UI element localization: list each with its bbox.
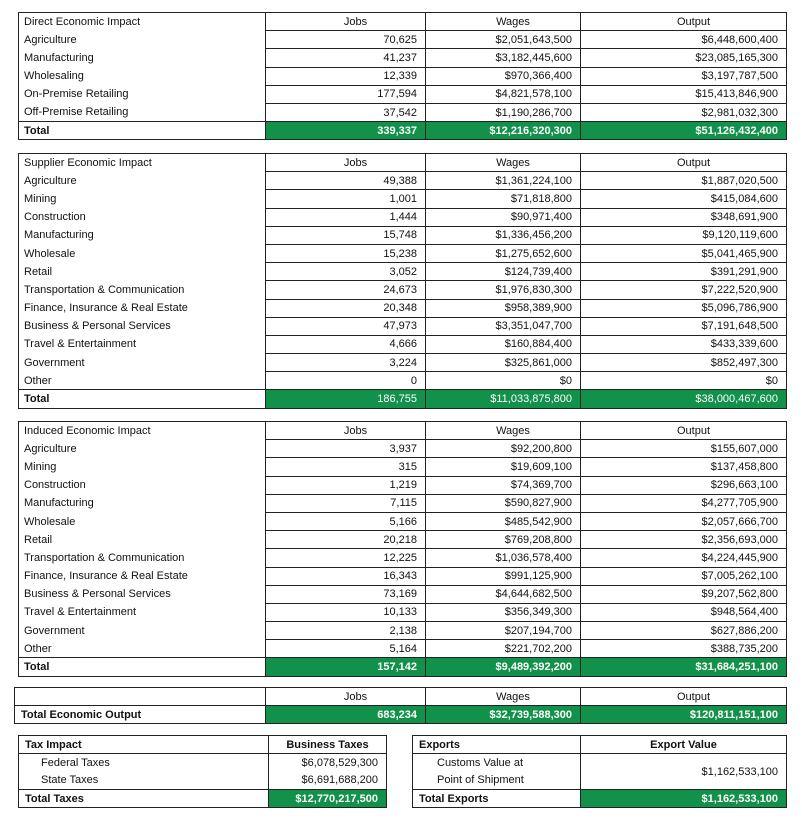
jobs-cell: 1,001: [266, 190, 426, 208]
supplier-total-row: [19, 390, 787, 408]
customs-value-amount: $1,162,533,100: [581, 754, 787, 790]
category-label: Government: [19, 622, 266, 640]
tax-impact-table: [18, 735, 387, 808]
jobs-cell: 20,218: [266, 531, 426, 549]
output-cell: $0: [581, 372, 787, 390]
jobs-cell: 7,115: [266, 494, 426, 512]
total-output: $38,000,467,600: [581, 390, 787, 408]
export-value-header: Export Value: [581, 736, 787, 754]
output-cell: $137,458,800: [581, 458, 787, 476]
wages-cell: $221,702,200: [426, 640, 581, 658]
exports-title: Exports: [413, 736, 581, 754]
col-header-output: Output: [581, 154, 787, 172]
output-cell: $627,886,200: [581, 622, 787, 640]
table-row: [19, 440, 787, 458]
table-row: [19, 281, 787, 299]
jobs-cell: 4,666: [266, 335, 426, 353]
direct-title: Direct Economic Impact: [19, 13, 266, 31]
output-cell: $2,981,032,300: [581, 103, 787, 121]
total-wages: $9,489,392,200: [426, 658, 581, 676]
wages-cell: $207,194,700: [426, 622, 581, 640]
table-row: [19, 354, 787, 372]
category-label: Wholesale: [19, 244, 266, 262]
output-cell: $852,497,300: [581, 354, 787, 372]
wages-cell: $160,884,400: [426, 335, 581, 353]
col-header-output: Output: [581, 13, 787, 31]
category-label: Manufacturing: [19, 494, 266, 512]
jobs-cell: 3,937: [266, 440, 426, 458]
output-cell: $7,005,262,100: [581, 567, 787, 585]
wages-cell: $1,036,578,400: [426, 549, 581, 567]
total-output-value: $120,811,151,100: [581, 706, 787, 724]
jobs-cell: 41,237: [266, 49, 426, 67]
category-label: Finance, Insurance & Real Estate: [19, 567, 266, 585]
output-cell: $23,085,165,300: [581, 49, 787, 67]
table-row: [19, 190, 787, 208]
induced-title: Induced Economic Impact: [19, 422, 266, 440]
jobs-cell: 24,673: [266, 281, 426, 299]
col-header-output: Output: [581, 422, 787, 440]
jobs-cell: 12,339: [266, 67, 426, 85]
jobs-cell: 49,388: [266, 172, 426, 190]
output-cell: $433,339,600: [581, 335, 787, 353]
federal-taxes-value: $6,078,529,300: [269, 754, 387, 772]
wages-cell: $590,827,900: [426, 494, 581, 512]
table-row: [19, 49, 787, 67]
output-cell: $7,191,648,500: [581, 317, 787, 335]
total-jobs: 339,337: [266, 122, 426, 140]
category-label: Agriculture: [19, 172, 266, 190]
wages-cell: $485,542,900: [426, 512, 581, 530]
output-cell: $15,413,846,900: [581, 85, 787, 103]
jobs-cell: 10,133: [266, 603, 426, 621]
table-row: [19, 603, 787, 621]
total-jobs: 186,755: [266, 390, 426, 408]
state-taxes-label: State Taxes: [19, 772, 269, 790]
category-label: Off-Premise Retailing: [19, 103, 266, 121]
jobs-cell: 177,594: [266, 85, 426, 103]
output-cell: $5,041,465,900: [581, 244, 787, 262]
output-cell: $2,356,693,000: [581, 531, 787, 549]
total-exports-value: $1,162,533,100: [581, 790, 787, 808]
wages-cell: $0: [426, 372, 581, 390]
table-row: [19, 549, 787, 567]
col-header-wages: Wages: [426, 154, 581, 172]
table-row: [19, 317, 787, 335]
wages-cell: $325,861,000: [426, 354, 581, 372]
wages-cell: $90,971,400: [426, 208, 581, 226]
category-label: Manufacturing: [19, 226, 266, 244]
table-row: [19, 640, 787, 658]
wages-cell: $1,336,456,200: [426, 226, 581, 244]
wages-cell: $991,125,900: [426, 567, 581, 585]
direct-total-row: [19, 122, 787, 140]
col-header-output: Output: [581, 688, 787, 706]
category-label: Travel & Entertainment: [19, 335, 266, 353]
total-label: Total: [19, 122, 266, 140]
category-label: Construction: [19, 476, 266, 494]
wages-cell: $769,208,800: [426, 531, 581, 549]
table-row: [19, 476, 787, 494]
wages-cell: $356,349,300: [426, 603, 581, 621]
jobs-cell: 5,166: [266, 512, 426, 530]
total-wages: $12,216,320,300: [426, 122, 581, 140]
col-header-jobs: Jobs: [266, 422, 426, 440]
wages-cell: $92,200,800: [426, 440, 581, 458]
jobs-cell: 12,225: [266, 549, 426, 567]
total-economic-output-label: Total Economic Output: [15, 706, 266, 724]
jobs-cell: 15,748: [266, 226, 426, 244]
category-label: Wholesaling: [19, 67, 266, 85]
jobs-cell: 1,219: [266, 476, 426, 494]
wages-cell: $19,609,100: [426, 458, 581, 476]
output-cell: $296,663,100: [581, 476, 787, 494]
table-row: [19, 567, 787, 585]
wages-cell: $4,821,578,100: [426, 85, 581, 103]
wages-cell: $1,190,286,700: [426, 103, 581, 121]
blank-cell: [15, 688, 266, 706]
col-header-wages: Wages: [426, 688, 581, 706]
wages-cell: $1,275,652,600: [426, 244, 581, 262]
wages-cell: $1,976,830,300: [426, 281, 581, 299]
jobs-cell: 3,224: [266, 354, 426, 372]
col-header-jobs: Jobs: [266, 154, 426, 172]
jobs-cell: 20,348: [266, 299, 426, 317]
category-label: Other: [19, 372, 266, 390]
direct-impact-table: [18, 12, 787, 140]
jobs-cell: 2,138: [266, 622, 426, 640]
jobs-cell: 315: [266, 458, 426, 476]
col-header-wages: Wages: [426, 422, 581, 440]
jobs-cell: 1,444: [266, 208, 426, 226]
wages-cell: $1,361,224,100: [426, 172, 581, 190]
output-cell: $9,120,119,600: [581, 226, 787, 244]
total-output: $51,126,432,400: [581, 122, 787, 140]
table-row: [19, 208, 787, 226]
table-row: [19, 585, 787, 603]
category-label: Transportation & Communication: [19, 281, 266, 299]
category-label: Retail: [19, 531, 266, 549]
category-label: Transportation & Communication: [19, 549, 266, 567]
wages-cell: $74,369,700: [426, 476, 581, 494]
jobs-cell: 73,169: [266, 585, 426, 603]
table-row: [19, 622, 787, 640]
jobs-cell: 15,238: [266, 244, 426, 262]
total-jobs-value: 683,234: [266, 706, 426, 724]
col-header-wages: Wages: [426, 13, 581, 31]
wages-cell: $3,182,445,600: [426, 49, 581, 67]
jobs-cell: 0: [266, 372, 426, 390]
category-label: Manufacturing: [19, 49, 266, 67]
induced-header-row: [19, 422, 787, 440]
category-label: Construction: [19, 208, 266, 226]
table-row: [19, 372, 787, 390]
wages-cell: $970,366,400: [426, 67, 581, 85]
total-label: Total: [19, 658, 266, 676]
col-header-jobs: Jobs: [266, 13, 426, 31]
total-output: $31,684,251,100: [581, 658, 787, 676]
category-label: Agriculture: [19, 440, 266, 458]
table-row: [19, 85, 787, 103]
jobs-cell: 47,973: [266, 317, 426, 335]
category-label: Travel & Entertainment: [19, 603, 266, 621]
induced-impact-table: [18, 421, 787, 677]
tax-impact-title: Tax Impact: [19, 736, 269, 754]
jobs-cell: 3,052: [266, 263, 426, 281]
exports-table: [412, 735, 787, 808]
supplier-impact-table: [18, 153, 787, 409]
table-row: [19, 335, 787, 353]
total-jobs: 157,142: [266, 658, 426, 676]
supplier-title: Supplier Economic Impact: [19, 154, 266, 172]
federal-taxes-label: Federal Taxes: [19, 754, 269, 772]
output-cell: $9,207,562,800: [581, 585, 787, 603]
table-row: [19, 31, 787, 49]
table-row: [19, 263, 787, 281]
jobs-cell: 5,164: [266, 640, 426, 658]
induced-total-row: [19, 658, 787, 676]
table-row: [19, 531, 787, 549]
output-cell: $7,222,520,900: [581, 281, 787, 299]
output-cell: $155,607,000: [581, 440, 787, 458]
output-cell: $5,096,786,900: [581, 299, 787, 317]
wages-cell: $3,351,047,700: [426, 317, 581, 335]
output-cell: $4,224,445,900: [581, 549, 787, 567]
total-taxes-value: $12,770,217,500: [269, 790, 387, 808]
category-label: Agriculture: [19, 31, 266, 49]
table-row: [19, 103, 787, 121]
output-cell: $2,057,666,700: [581, 512, 787, 530]
output-cell: $948,564,400: [581, 603, 787, 621]
table-row: [19, 299, 787, 317]
table-row: [19, 172, 787, 190]
supplier-header-row: [19, 154, 787, 172]
output-cell: $4,277,705,900: [581, 494, 787, 512]
state-taxes-value: $6,691,688,200: [269, 772, 387, 790]
customs-value-line1: Customs Value at: [437, 756, 524, 769]
category-label: Business & Personal Services: [19, 585, 266, 603]
output-cell: $348,691,900: [581, 208, 787, 226]
jobs-cell: 16,343: [266, 567, 426, 585]
output-cell: $3,197,787,500: [581, 67, 787, 85]
wages-cell: $2,051,643,500: [426, 31, 581, 49]
output-cell: $6,448,600,400: [581, 31, 787, 49]
total-economic-output-table: [14, 687, 787, 724]
jobs-cell: 37,542: [266, 103, 426, 121]
table-row: [19, 226, 787, 244]
customs-value-label: [413, 754, 581, 790]
customs-value-line2: Point of Shipment: [437, 773, 524, 786]
category-label: Mining: [19, 190, 266, 208]
table-row: [19, 458, 787, 476]
category-label: Mining: [19, 458, 266, 476]
jobs-cell: 70,625: [266, 31, 426, 49]
category-label: Finance, Insurance & Real Estate: [19, 299, 266, 317]
category-label: Business & Personal Services: [19, 317, 266, 335]
output-cell: $391,291,900: [581, 263, 787, 281]
wages-cell: $958,389,900: [426, 299, 581, 317]
table-row: [19, 512, 787, 530]
total-label: Total: [19, 390, 266, 408]
category-label: On-Premise Retailing: [19, 85, 266, 103]
output-cell: $1,887,020,500: [581, 172, 787, 190]
col-header-jobs: Jobs: [266, 688, 426, 706]
direct-header-row: [19, 13, 787, 31]
total-taxes-label: Total Taxes: [19, 790, 269, 808]
wages-cell: $4,644,682,500: [426, 585, 581, 603]
total-wages-value: $32,739,588,300: [426, 706, 581, 724]
table-row: [19, 494, 787, 512]
total-exports-label: Total Exports: [413, 790, 581, 808]
category-label: Wholesale: [19, 512, 266, 530]
wages-cell: $124,739,400: [426, 263, 581, 281]
total-wages: $11,033,875,800: [426, 390, 581, 408]
table-row: [19, 244, 787, 262]
wages-cell: $71,818,800: [426, 190, 581, 208]
category-label: Government: [19, 354, 266, 372]
table-row: [19, 67, 787, 85]
output-cell: $388,735,200: [581, 640, 787, 658]
business-taxes-header: Business Taxes: [269, 736, 387, 754]
category-label: Other: [19, 640, 266, 658]
output-cell: $415,084,600: [581, 190, 787, 208]
category-label: Retail: [19, 263, 266, 281]
